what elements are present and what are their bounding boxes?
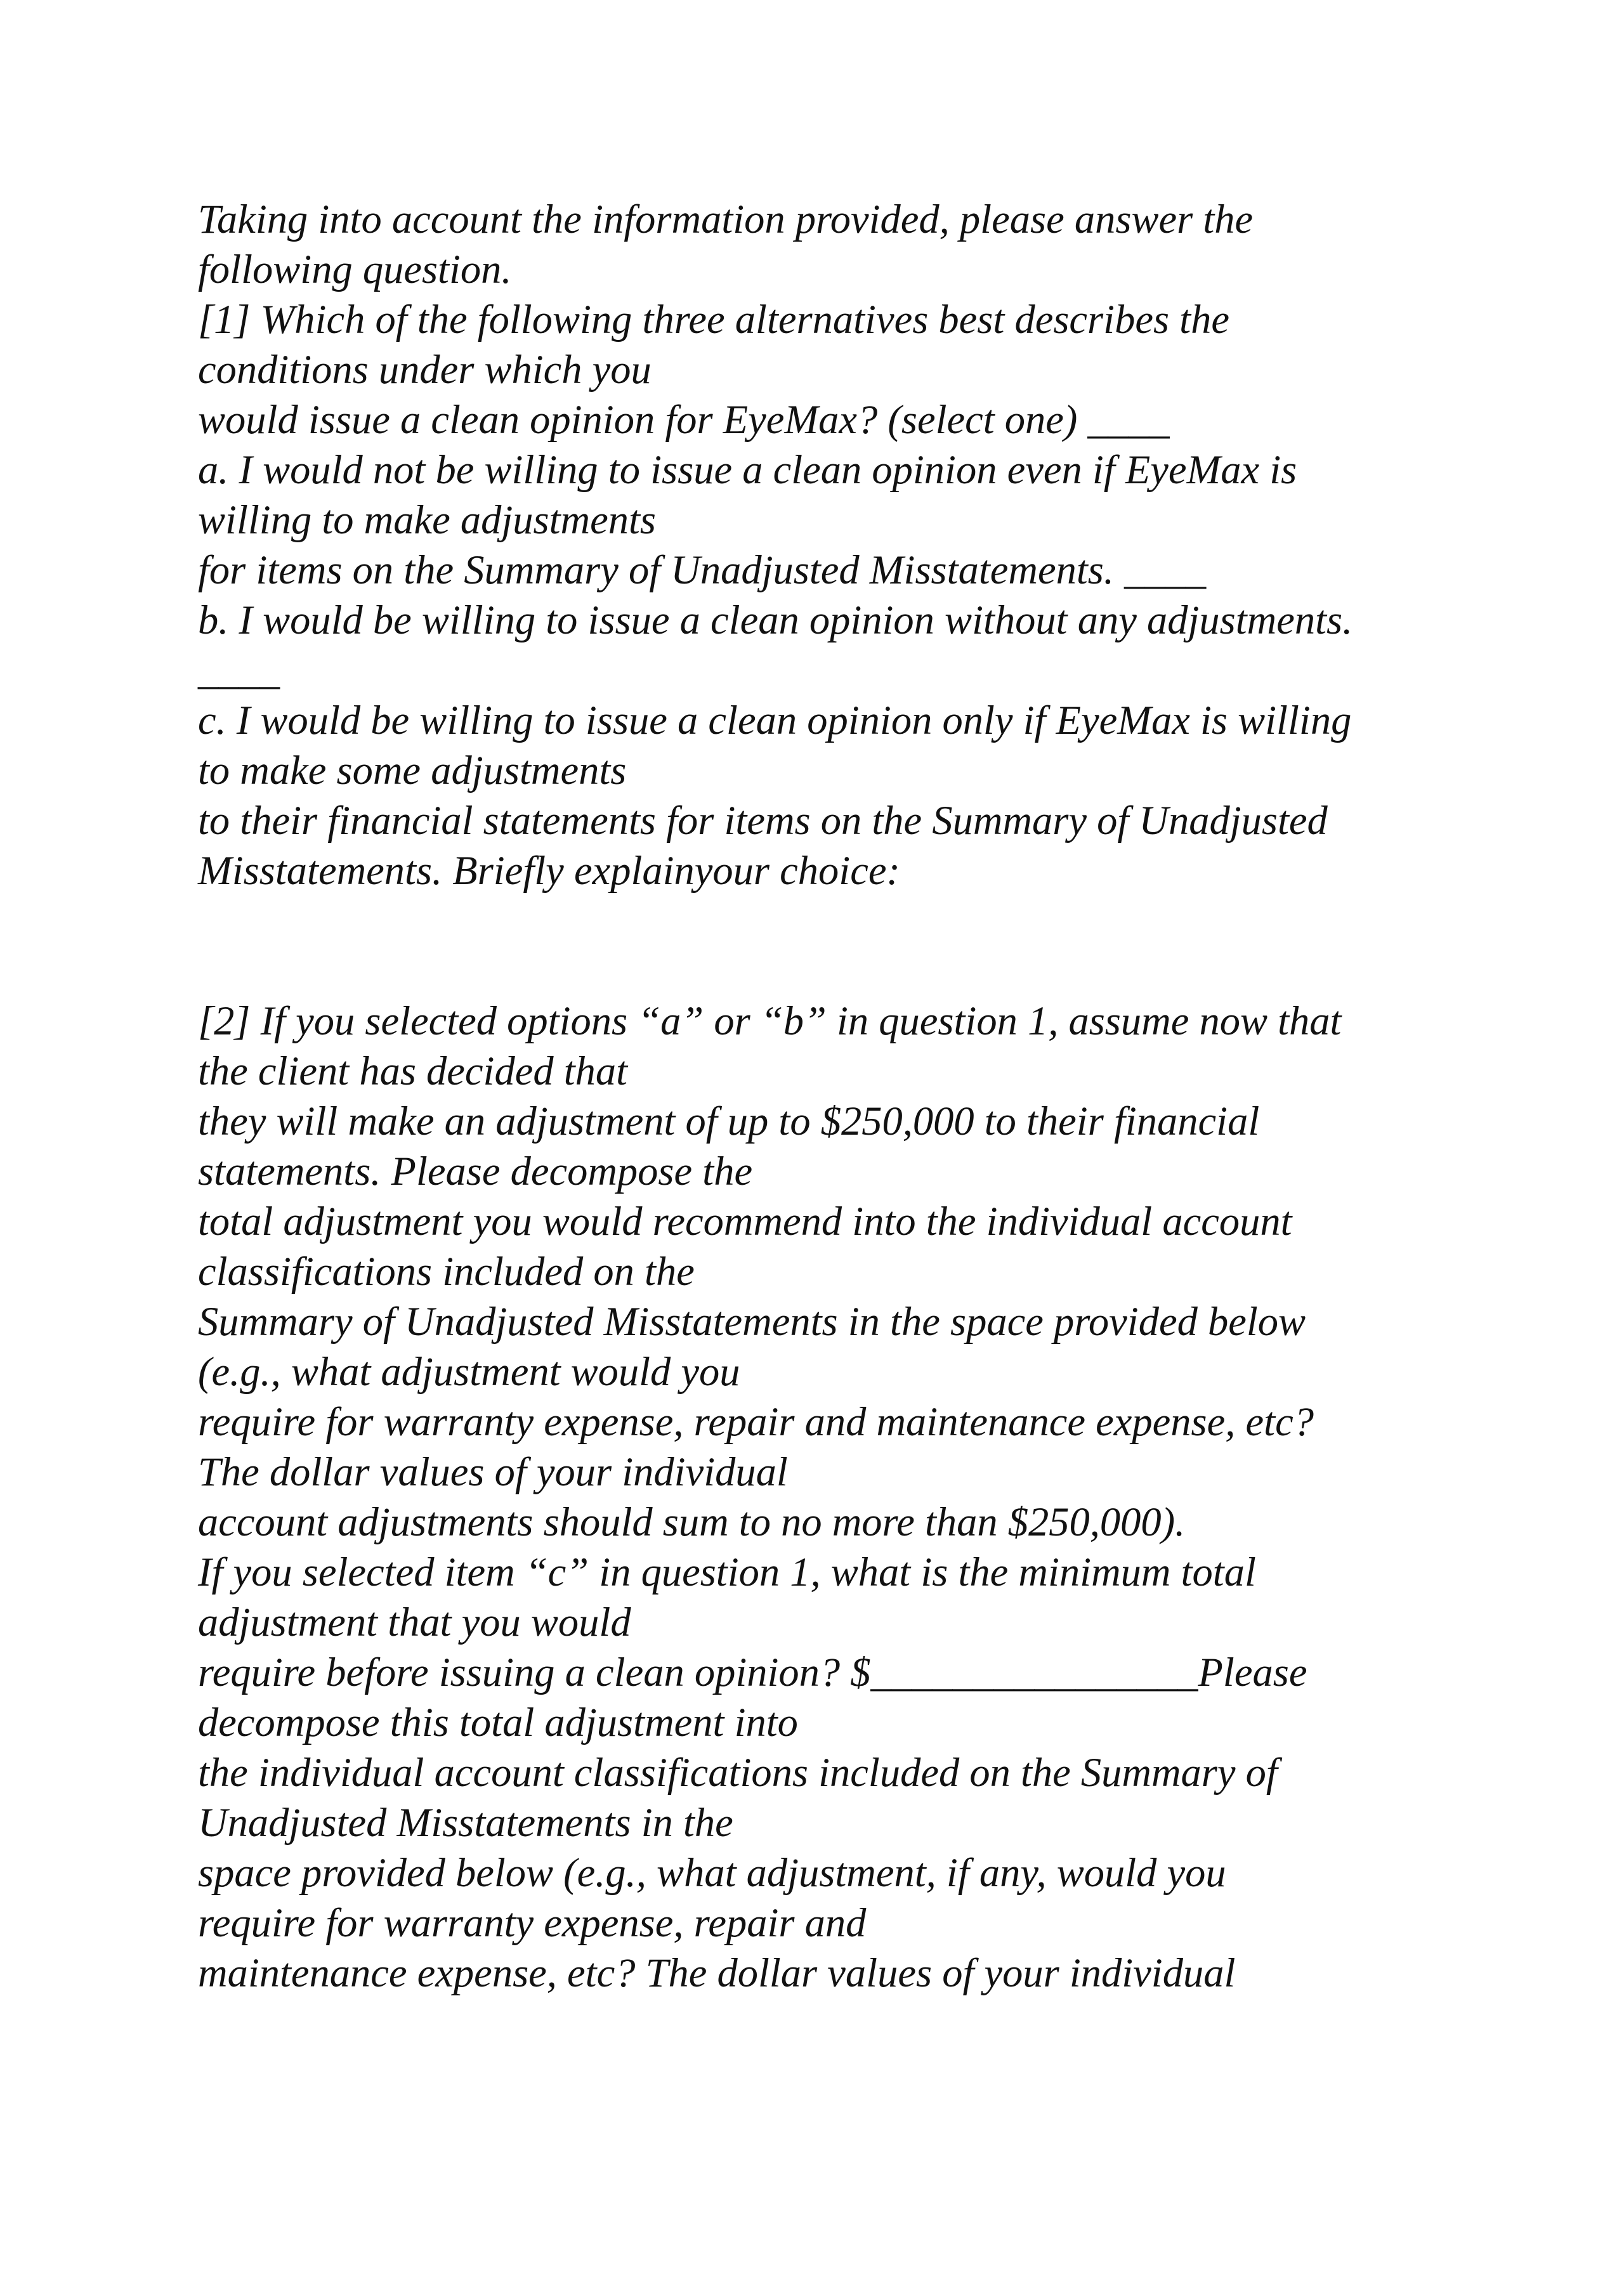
option-a-line-1: a. I would not be willing to issue a clean opinion even if EyeMax is — [198, 447, 1297, 492]
question2-line-13: adjustment that you would — [198, 1600, 631, 1645]
answer-space — [198, 896, 1467, 996]
question-text-block — [198, 194, 1467, 1998]
intro-line-2: following question. — [198, 247, 512, 292]
question2-line-17: Unadjusted Misstatements in the — [198, 1800, 733, 1845]
question1-line-1: [1] Which of the following three alternatives best describes the — [198, 297, 1229, 342]
question2-line-12: If you selected item “c” in question 1, what is the minimum total — [198, 1549, 1256, 1595]
option-a-line-2: willing to make adjustments — [198, 497, 657, 542]
question2-line-2: the client has decided that — [198, 1048, 628, 1093]
question2-line-4: statements. Please decompose the — [198, 1149, 753, 1194]
intro-line-1: Taking into account the information provided, please answer the — [198, 197, 1254, 242]
question2-line-3: they will make an adjustment of up to $250,000 to their financial — [198, 1099, 1260, 1144]
question1-line-2: conditions under which you — [198, 347, 652, 392]
question2-line-14: require before issuing a clean opinion? $________________Please — [198, 1650, 1307, 1695]
question2-line-1: [2] If you selected options “a” or “b” in question 1, assume now that — [198, 998, 1342, 1043]
question2-line-20: maintenance expense, etc? The dollar values of your individual — [198, 1950, 1236, 1995]
option-a-line-3: for items on the Summary of Unadjusted Misstatements. ____ — [198, 547, 1207, 592]
option-c-line-2: to make some adjustments — [198, 748, 627, 793]
option-b-line-1: b. I would be willing to issue a clean opinion without any adjustments. — [198, 597, 1353, 642]
option-c-line-4: Misstatements. Briefly explainyour choice: — [198, 848, 900, 893]
question2-line-7: Summary of Unadjusted Misstatements in the space provided below — [198, 1299, 1306, 1344]
question2-line-16: the individual account classifications included on the Summary of — [198, 1750, 1278, 1795]
question1-line-3: would issue a clean opinion for EyeMax? (select one) ____ — [198, 397, 1170, 442]
question2-line-19: require for warranty expense, repair and — [198, 1900, 867, 1945]
option-b-line-2: ____ — [198, 648, 280, 693]
question2-line-11: account adjustments should sum to no more than $250,000). — [198, 1499, 1186, 1544]
option-c-line-1: c. I would be willing to issue a clean opinion only if EyeMax is willing — [198, 698, 1352, 743]
question2-line-6: classifications included on the — [198, 1249, 695, 1294]
question2-line-5: total adjustment you would recommend into the individual account — [198, 1199, 1292, 1244]
question2-line-15: decompose this total adjustment into — [198, 1700, 798, 1745]
question2-line-18: space provided below (e.g., what adjustment, if any, would you — [198, 1850, 1226, 1895]
question2-line-10: The dollar values of your individual — [198, 1449, 788, 1494]
question2-line-9: require for warranty expense, repair and maintenance expense, etc? — [198, 1399, 1314, 1444]
question2-line-8: (e.g., what adjustment would you — [198, 1349, 740, 1394]
option-c-line-3: to their financial statements for items on the Summary of Unadjusted — [198, 798, 1328, 843]
